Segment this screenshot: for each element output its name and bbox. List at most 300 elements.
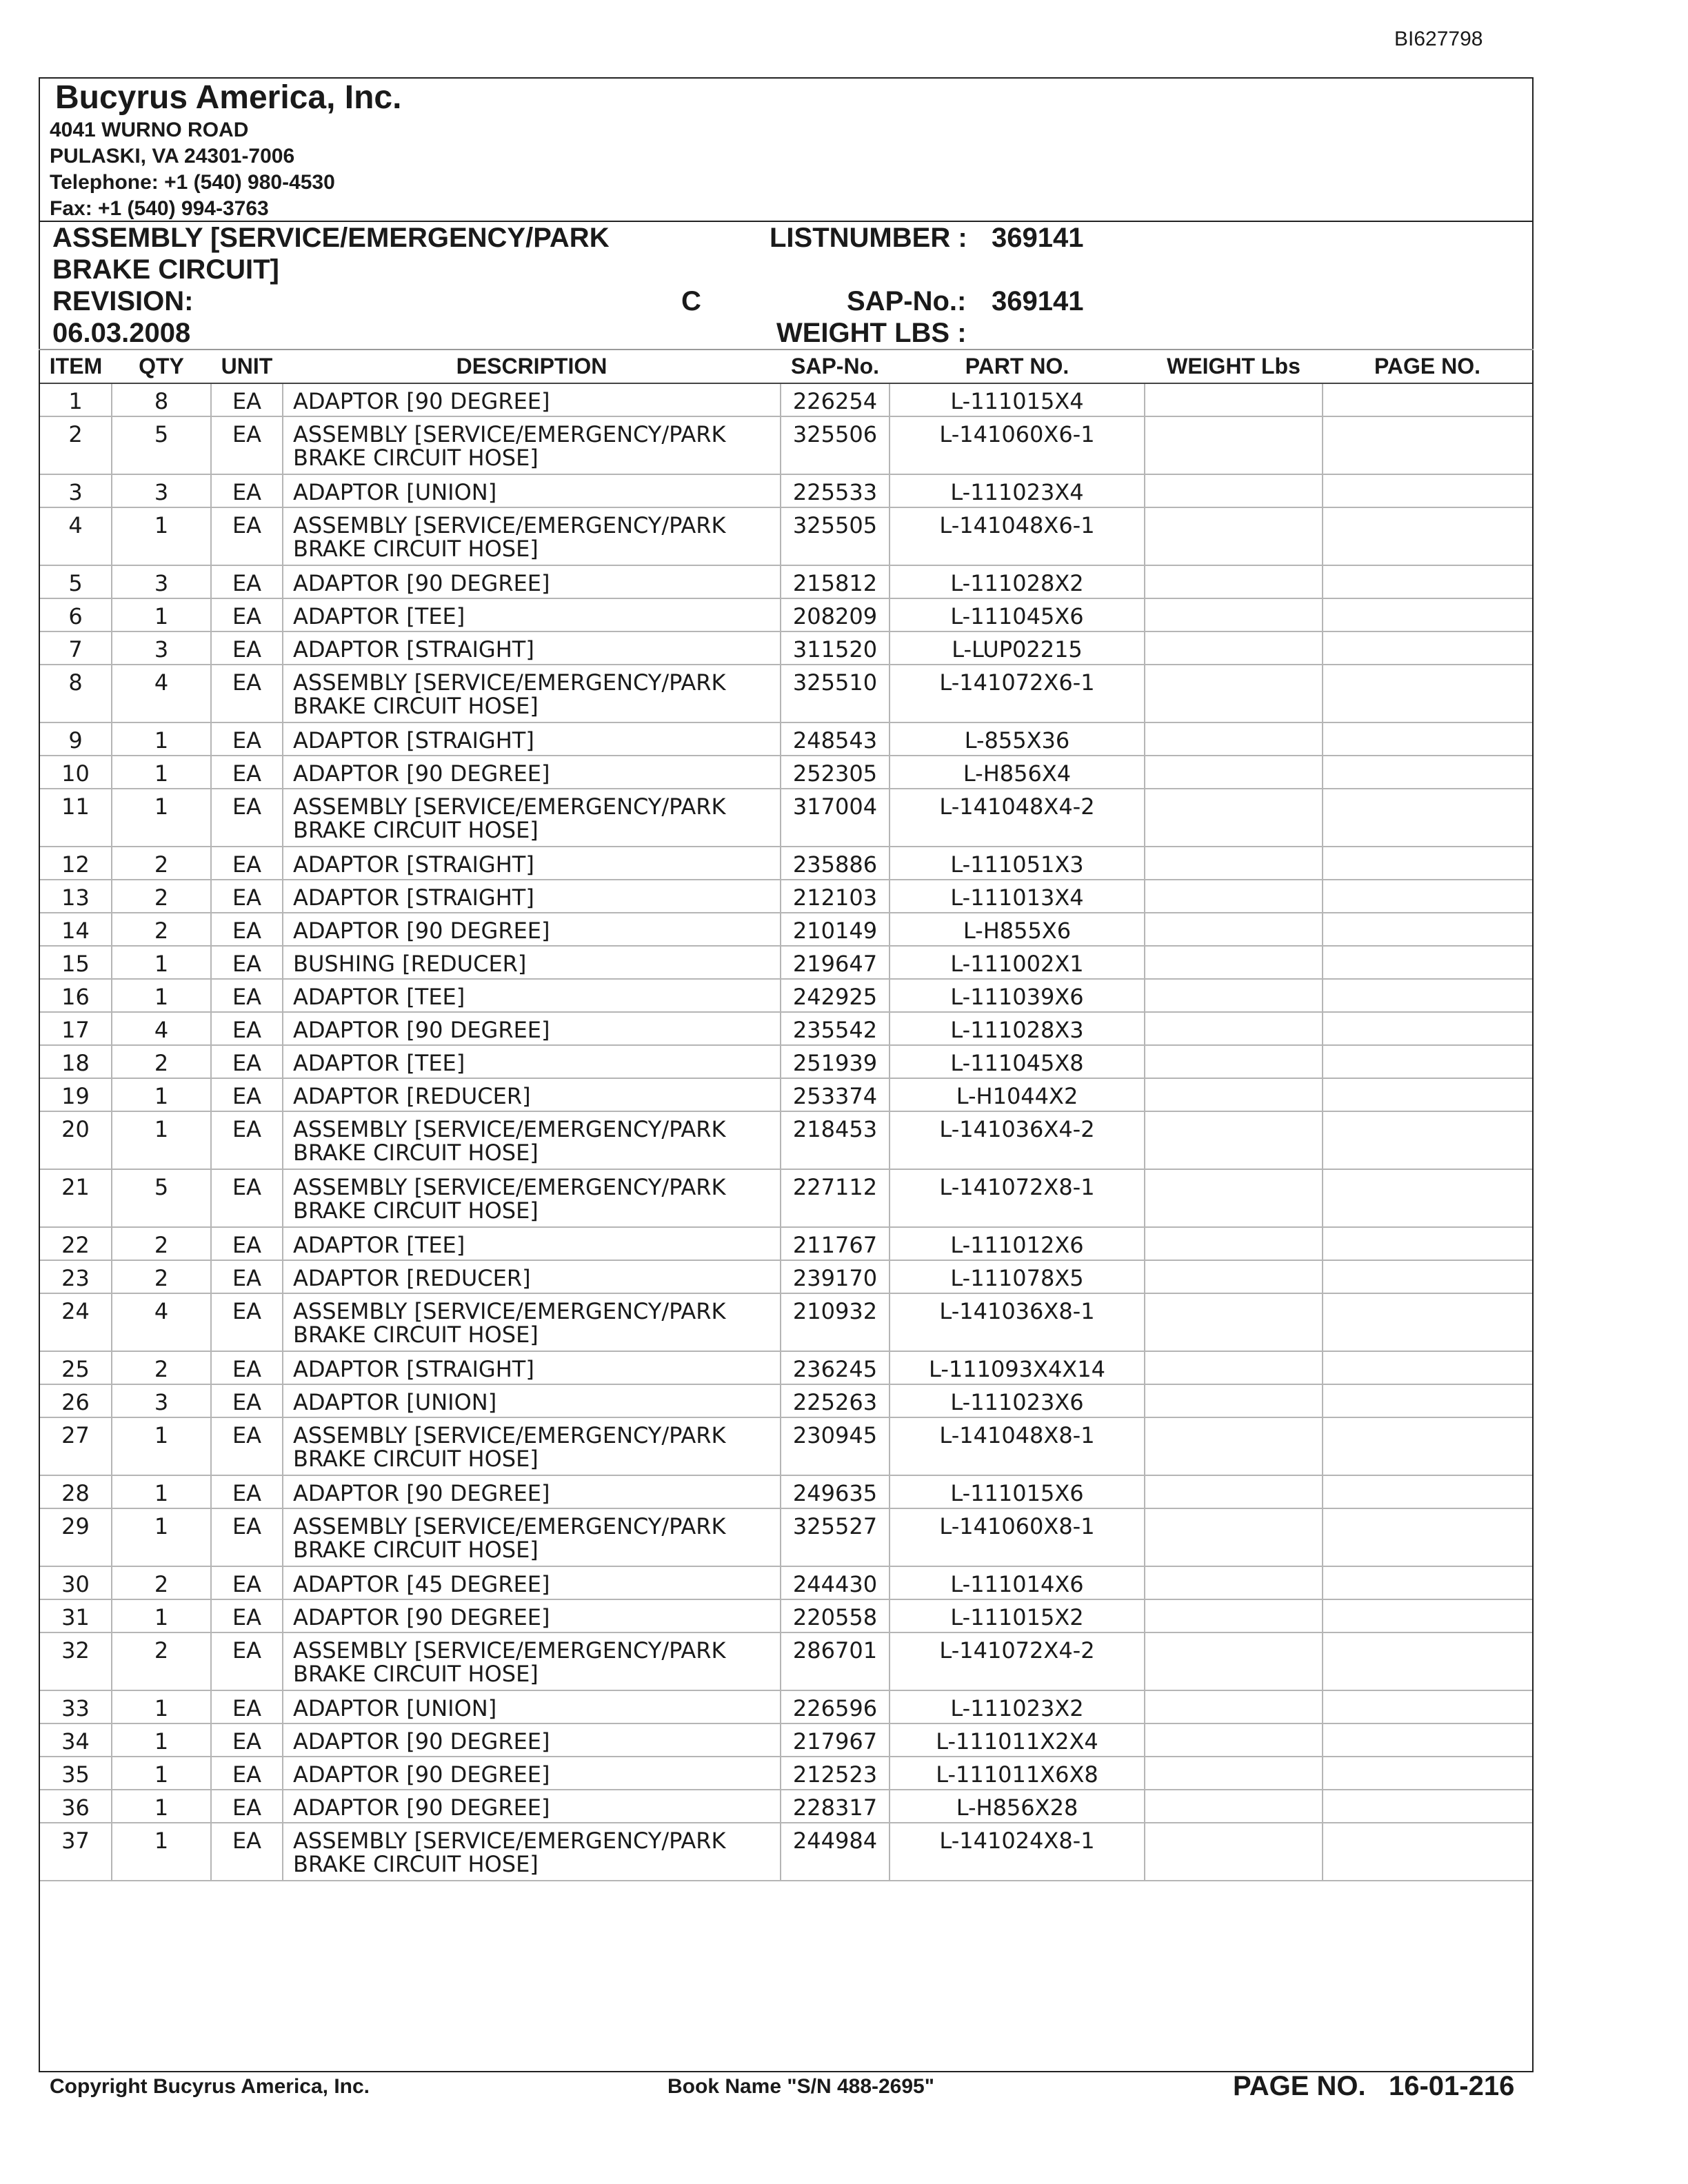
- table-row: [40, 565, 1532, 598]
- document-id: BI627798: [1394, 28, 1483, 50]
- table-row: [40, 1723, 1532, 1757]
- description-line-1: ASSEMBLY [SERVICE/EMERGENCY/PARK: [293, 1422, 726, 1448]
- table-row: [40, 1790, 1532, 1823]
- cell-part: L-111015X6: [890, 1475, 1145, 1508]
- cell-page: [1323, 507, 1532, 565]
- copyright: Copyright Bucyrus America, Inc.: [50, 2075, 370, 2098]
- cell-part: L-855X36: [890, 722, 1145, 756]
- cell-sap: 286701: [781, 1632, 890, 1690]
- cell-weight: [1145, 598, 1323, 631]
- table-row: [40, 880, 1532, 913]
- cell-qty: 1: [112, 979, 211, 1012]
- page-number: [1233, 2071, 1514, 2102]
- cell-page: [1323, 665, 1532, 722]
- description-line-1: ASSEMBLY [SERVICE/EMERGENCY/PARK: [293, 1174, 726, 1200]
- cell-description: [283, 880, 781, 913]
- cell-part: L-H1044X2: [890, 1078, 1145, 1111]
- cell-description: [283, 1508, 781, 1566]
- cell-unit: EA: [211, 1227, 283, 1260]
- cell-item: 13: [40, 880, 112, 913]
- table-row: [40, 1260, 1532, 1293]
- cell-item: 7: [40, 631, 112, 665]
- cell-part: L-111051X3: [890, 847, 1145, 880]
- cell-sap: 244984: [781, 1823, 890, 1881]
- cell-qty: 2: [112, 1260, 211, 1293]
- table-row: [40, 913, 1532, 946]
- cell-weight: [1145, 979, 1323, 1012]
- cell-unit: EA: [211, 1293, 283, 1351]
- cell-unit: EA: [211, 1599, 283, 1632]
- description-line-2: BRAKE CIRCUIT HOSE]: [293, 1197, 539, 1224]
- company-name: Bucyrus America, Inc.: [55, 79, 402, 116]
- cell-sap: 236245: [781, 1351, 890, 1384]
- col-part-header: PART NO.: [890, 350, 1145, 383]
- cell-page: [1323, 913, 1532, 946]
- description-line-2: BRAKE CIRCUIT HOSE]: [293, 536, 539, 562]
- col-qty-header: QTY: [112, 350, 211, 383]
- cell-part: L-111093X4X14: [890, 1351, 1145, 1384]
- cell-weight: [1145, 1078, 1323, 1111]
- company-city: PULASKI, VA 24301-7006: [50, 145, 295, 168]
- cell-part: L-111023X2: [890, 1690, 1145, 1723]
- table-row: [40, 1475, 1532, 1508]
- description-line-1: BUSHING [REDUCER]: [293, 951, 527, 977]
- cell-sap: 211767: [781, 1227, 890, 1260]
- description-line-1: ADAPTOR [TEE]: [293, 1050, 465, 1076]
- cell-item: 22: [40, 1227, 112, 1260]
- description-line-1: ASSEMBLY [SERVICE/EMERGENCY/PARK: [293, 1116, 726, 1142]
- description-line-1: ADAPTOR [90 DEGREE]: [293, 918, 550, 944]
- cell-item: 24: [40, 1293, 112, 1351]
- cell-item: 5: [40, 565, 112, 598]
- cell-part: L-141036X8-1: [890, 1293, 1145, 1351]
- description-line-1: ADAPTOR [90 DEGREE]: [293, 1017, 550, 1043]
- cell-unit: EA: [211, 383, 283, 416]
- table-row: [40, 722, 1532, 756]
- description-line-2: BRAKE CIRCUIT HOSE]: [293, 1851, 539, 1877]
- cell-page: [1323, 1566, 1532, 1599]
- cell-part: L-111015X4: [890, 383, 1145, 416]
- cell-sap: 253374: [781, 1078, 890, 1111]
- cell-weight: [1145, 565, 1323, 598]
- weight-label: WEIGHT LBS :: [776, 318, 967, 348]
- cell-qty: 1: [112, 756, 211, 789]
- cell-sap: 225263: [781, 1384, 890, 1417]
- cell-item: 4: [40, 507, 112, 565]
- cell-weight: [1145, 507, 1323, 565]
- description-line-1: ADAPTOR [REDUCER]: [293, 1265, 531, 1291]
- cell-unit: EA: [211, 565, 283, 598]
- table-row: [40, 1508, 1532, 1566]
- cell-description: [283, 1227, 781, 1260]
- cell-item: 12: [40, 847, 112, 880]
- cell-page: [1323, 722, 1532, 756]
- table-row: [40, 979, 1532, 1012]
- description-line-1: ADAPTOR [90 DEGREE]: [293, 1728, 550, 1755]
- cell-qty: 2: [112, 913, 211, 946]
- cell-qty: 1: [112, 1508, 211, 1566]
- cell-sap: 242925: [781, 979, 890, 1012]
- cell-part: L-141060X6-1: [890, 416, 1145, 474]
- cell-item: 8: [40, 665, 112, 722]
- table-row: [40, 598, 1532, 631]
- description-line-1: ADAPTOR [STRAIGHT]: [293, 851, 534, 878]
- cell-sap: 325510: [781, 665, 890, 722]
- cell-description: [283, 979, 781, 1012]
- cell-item: 6: [40, 598, 112, 631]
- cell-unit: EA: [211, 1260, 283, 1293]
- description-line-2: BRAKE CIRCUIT HOSE]: [293, 1661, 539, 1687]
- cell-item: 21: [40, 1169, 112, 1227]
- table-row: [40, 631, 1532, 665]
- cell-unit: EA: [211, 598, 283, 631]
- cell-weight: [1145, 416, 1323, 474]
- assembly-title-line2: BRAKE CIRCUIT]: [52, 254, 279, 285]
- cell-description: [283, 507, 781, 565]
- description-line-1: ADAPTOR [90 DEGREE]: [293, 388, 550, 414]
- cell-weight: [1145, 847, 1323, 880]
- cell-sap: 235886: [781, 847, 890, 880]
- cell-description: [283, 946, 781, 979]
- cell-qty: 1: [112, 1723, 211, 1757]
- cell-unit: EA: [211, 847, 283, 880]
- cell-part: L-111011X2X4: [890, 1723, 1145, 1757]
- cell-description: [283, 565, 781, 598]
- cell-item: 18: [40, 1045, 112, 1078]
- cell-qty: 1: [112, 598, 211, 631]
- cell-page: [1323, 1417, 1532, 1475]
- description-line-2: BRAKE CIRCUIT HOSE]: [293, 817, 539, 843]
- cell-part: L-111045X8: [890, 1045, 1145, 1078]
- cell-description: [283, 1384, 781, 1417]
- cell-page: [1323, 979, 1532, 1012]
- cell-item: 25: [40, 1351, 112, 1384]
- cell-description: [283, 1111, 781, 1169]
- description-line-2: BRAKE CIRCUIT HOSE]: [293, 693, 539, 719]
- cell-item: 19: [40, 1078, 112, 1111]
- cell-description: [283, 1723, 781, 1757]
- cell-weight: [1145, 1293, 1323, 1351]
- cell-description: [283, 1632, 781, 1690]
- cell-qty: 5: [112, 1169, 211, 1227]
- cell-page: [1323, 1723, 1532, 1757]
- table-row: [40, 946, 1532, 979]
- cell-description: [283, 665, 781, 722]
- cell-unit: EA: [211, 1078, 283, 1111]
- cell-part: L-111028X3: [890, 1012, 1145, 1045]
- company-fax: Fax: +1 (540) 994-3763: [50, 197, 269, 220]
- cell-description: [283, 1790, 781, 1823]
- cell-page: [1323, 789, 1532, 847]
- cell-item: 31: [40, 1599, 112, 1632]
- description-line-2: BRAKE CIRCUIT HOSE]: [293, 445, 539, 471]
- cell-unit: EA: [211, 789, 283, 847]
- cell-unit: EA: [211, 880, 283, 913]
- cell-weight: [1145, 1508, 1323, 1566]
- cell-sap: 249635: [781, 1475, 890, 1508]
- book-name: Book Name "S/N 488-2695": [667, 2075, 934, 2098]
- cell-part: L-141060X8-1: [890, 1508, 1145, 1566]
- cell-description: [283, 789, 781, 847]
- cell-item: 33: [40, 1690, 112, 1723]
- cell-sap: 251939: [781, 1045, 890, 1078]
- cell-page: [1323, 1111, 1532, 1169]
- cell-sap: 212103: [781, 880, 890, 913]
- cell-description: [283, 1475, 781, 1508]
- cell-weight: [1145, 1169, 1323, 1227]
- cell-qty: 1: [112, 1790, 211, 1823]
- cell-qty: 3: [112, 565, 211, 598]
- description-line-1: ASSEMBLY [SERVICE/EMERGENCY/PARK: [293, 1513, 726, 1539]
- cell-weight: [1145, 1227, 1323, 1260]
- cell-unit: EA: [211, 1111, 283, 1169]
- cell-description: [283, 1351, 781, 1384]
- cell-part: L-111012X6: [890, 1227, 1145, 1260]
- cell-unit: EA: [211, 507, 283, 565]
- cell-page: [1323, 1475, 1532, 1508]
- cell-description: [283, 1045, 781, 1078]
- cell-part: L-111013X4: [890, 880, 1145, 913]
- cell-unit: EA: [211, 1384, 283, 1417]
- cell-unit: EA: [211, 1045, 283, 1078]
- cell-page: [1323, 1078, 1532, 1111]
- description-line-1: ADAPTOR [90 DEGREE]: [293, 1604, 550, 1630]
- cell-item: 1: [40, 383, 112, 416]
- cell-item: 37: [40, 1823, 112, 1881]
- cell-page: [1323, 1012, 1532, 1045]
- cell-part: L-LUP02215: [890, 631, 1145, 665]
- cell-unit: EA: [211, 979, 283, 1012]
- cell-description: [283, 722, 781, 756]
- cell-part: L-111011X6X8: [890, 1757, 1145, 1790]
- cell-sap: 252305: [781, 756, 890, 789]
- table-row: [40, 665, 1532, 722]
- cell-qty: 1: [112, 1417, 211, 1475]
- cell-page: [1323, 1790, 1532, 1823]
- cell-qty: 4: [112, 1012, 211, 1045]
- cell-qty: 1: [112, 1823, 211, 1881]
- cell-weight: [1145, 1012, 1323, 1045]
- cell-part: L-141072X8-1: [890, 1169, 1145, 1227]
- cell-sap: 218453: [781, 1111, 890, 1169]
- cell-qty: 8: [112, 383, 211, 416]
- cell-sap: 311520: [781, 631, 890, 665]
- cell-sap: 210149: [781, 913, 890, 946]
- table-row: [40, 1351, 1532, 1384]
- cell-description: [283, 756, 781, 789]
- cell-part: L-111045X6: [890, 598, 1145, 631]
- table-row: [40, 1599, 1532, 1632]
- cell-description: [283, 383, 781, 416]
- cell-description: [283, 1078, 781, 1111]
- cell-sap: 228317: [781, 1790, 890, 1823]
- description-line-1: ADAPTOR [STRAIGHT]: [293, 636, 534, 663]
- description-line-1: ADAPTOR [STRAIGHT]: [293, 884, 534, 911]
- cell-weight: [1145, 946, 1323, 979]
- cell-qty: 2: [112, 1566, 211, 1599]
- cell-unit: EA: [211, 1169, 283, 1227]
- sap-number-value: 369141: [992, 286, 1084, 316]
- table-row: [40, 789, 1532, 847]
- cell-page: [1323, 1384, 1532, 1417]
- cell-qty: 2: [112, 880, 211, 913]
- description-line-1: ADAPTOR [90 DEGREE]: [293, 570, 550, 596]
- cell-item: 30: [40, 1566, 112, 1599]
- cell-page: [1323, 1227, 1532, 1260]
- cell-qty: 1: [112, 1078, 211, 1111]
- cell-sap: 244430: [781, 1566, 890, 1599]
- cell-weight: [1145, 913, 1323, 946]
- page-number-value: 16-01-216: [1388, 2071, 1515, 2101]
- cell-qty: 3: [112, 474, 211, 507]
- cell-weight: [1145, 1045, 1323, 1078]
- cell-weight: [1145, 1823, 1323, 1881]
- cell-unit: EA: [211, 722, 283, 756]
- cell-qty: 2: [112, 1351, 211, 1384]
- cell-sap: 248543: [781, 722, 890, 756]
- cell-sap: 227112: [781, 1169, 890, 1227]
- cell-description: [283, 1566, 781, 1599]
- cell-weight: [1145, 789, 1323, 847]
- description-line-1: ADAPTOR [90 DEGREE]: [293, 1761, 550, 1788]
- company-block: [55, 77, 401, 119]
- company-telephone: Telephone: +1 (540) 980-4530: [50, 171, 335, 194]
- cell-weight: [1145, 756, 1323, 789]
- cell-item: 32: [40, 1632, 112, 1690]
- cell-qty: 1: [112, 1690, 211, 1723]
- table-row: [40, 1169, 1532, 1227]
- cell-part: L-141036X4-2: [890, 1111, 1145, 1169]
- assembly-title-line1: ASSEMBLY [SERVICE/EMERGENCY/PARK: [52, 223, 610, 253]
- cell-item: 23: [40, 1260, 112, 1293]
- cell-unit: EA: [211, 665, 283, 722]
- description-line-1: ADAPTOR [90 DEGREE]: [293, 1794, 550, 1821]
- table-row: [40, 507, 1532, 565]
- description-line-1: ADAPTOR [UNION]: [293, 479, 497, 505]
- description-line-1: ADAPTOR [REDUCER]: [293, 1083, 531, 1109]
- cell-item: 2: [40, 416, 112, 474]
- cell-part: L-111023X6: [890, 1384, 1145, 1417]
- cell-sap: 219647: [781, 946, 890, 979]
- cell-unit: EA: [211, 946, 283, 979]
- cell-item: 20: [40, 1111, 112, 1169]
- table-row: [40, 1111, 1532, 1169]
- cell-description: [283, 1757, 781, 1790]
- cell-part: L-111015X2: [890, 1599, 1145, 1632]
- cell-item: 34: [40, 1723, 112, 1757]
- cell-part: L-111028X2: [890, 565, 1145, 598]
- cell-description: [283, 1599, 781, 1632]
- cell-page: [1323, 474, 1532, 507]
- cell-unit: EA: [211, 1723, 283, 1757]
- cell-qty: 4: [112, 1293, 211, 1351]
- table-row: [40, 1227, 1532, 1260]
- cell-item: 9: [40, 722, 112, 756]
- cell-weight: [1145, 474, 1323, 507]
- revision-label: REVISION:: [52, 286, 194, 316]
- listnumber-label: LISTNUMBER :: [770, 223, 967, 253]
- cell-part: L-H855X6: [890, 913, 1145, 946]
- revision-date: 06.03.2008: [52, 318, 191, 348]
- col-weight-header: WEIGHT Lbs: [1145, 350, 1323, 383]
- cell-weight: [1145, 1351, 1323, 1384]
- cell-page: [1323, 1599, 1532, 1632]
- cell-item: 10: [40, 756, 112, 789]
- description-line-1: ASSEMBLY [SERVICE/EMERGENCY/PARK: [293, 669, 726, 696]
- table-row: [40, 1632, 1532, 1690]
- cell-unit: EA: [211, 474, 283, 507]
- table-row: [40, 1045, 1532, 1078]
- cell-page: [1323, 1508, 1532, 1566]
- cell-weight: [1145, 383, 1323, 416]
- description-line-2: BRAKE CIRCUIT HOSE]: [293, 1537, 539, 1563]
- description-line-1: ADAPTOR [TEE]: [293, 603, 465, 629]
- cell-unit: EA: [211, 1012, 283, 1045]
- cell-item: 16: [40, 979, 112, 1012]
- cell-sap: 317004: [781, 789, 890, 847]
- cell-sap: 226254: [781, 383, 890, 416]
- cell-qty: 2: [112, 1045, 211, 1078]
- cell-page: [1323, 383, 1532, 416]
- cell-part: L-111023X4: [890, 474, 1145, 507]
- cell-weight: [1145, 1111, 1323, 1169]
- cell-item: 11: [40, 789, 112, 847]
- cell-page: [1323, 1823, 1532, 1881]
- cell-item: 15: [40, 946, 112, 979]
- cell-weight: [1145, 1384, 1323, 1417]
- cell-description: [283, 1690, 781, 1723]
- cell-page: [1323, 1293, 1532, 1351]
- cell-description: [283, 1293, 781, 1351]
- cell-weight: [1145, 1566, 1323, 1599]
- cell-description: [283, 1169, 781, 1227]
- cell-part: L-H856X28: [890, 1790, 1145, 1823]
- cell-page: [1323, 946, 1532, 979]
- cell-weight: [1145, 1690, 1323, 1723]
- cell-unit: EA: [211, 1690, 283, 1723]
- cell-sap: 217967: [781, 1723, 890, 1757]
- cell-unit: EA: [211, 1508, 283, 1566]
- cell-page: [1323, 598, 1532, 631]
- company-street: 4041 WURNO ROAD: [50, 119, 249, 141]
- cell-sap: 208209: [781, 598, 890, 631]
- description-line-2: BRAKE CIRCUIT HOSE]: [293, 1446, 539, 1472]
- cell-qty: 3: [112, 631, 211, 665]
- cell-part: L-141072X6-1: [890, 665, 1145, 722]
- cell-part: L-141048X6-1: [890, 507, 1145, 565]
- cell-qty: 1: [112, 1599, 211, 1632]
- cell-description: [283, 913, 781, 946]
- col-unit-header: UNIT: [211, 350, 283, 383]
- col-item-header: ITEM: [40, 350, 112, 383]
- cell-page: [1323, 847, 1532, 880]
- cell-qty: 2: [112, 1227, 211, 1260]
- cell-qty: 2: [112, 847, 211, 880]
- cell-weight: [1145, 1475, 1323, 1508]
- parts-table: [40, 350, 1532, 1881]
- description-line-1: ADAPTOR [90 DEGREE]: [293, 760, 550, 787]
- cell-qty: 1: [112, 1111, 211, 1169]
- cell-qty: 1: [112, 1757, 211, 1790]
- cell-page: [1323, 1045, 1532, 1078]
- cell-sap: 325506: [781, 416, 890, 474]
- cell-weight: [1145, 1417, 1323, 1475]
- description-line-1: ADAPTOR [STRAIGHT]: [293, 1356, 534, 1382]
- table-header-row: [40, 350, 1532, 383]
- cell-description: [283, 1260, 781, 1293]
- table-row: [40, 383, 1532, 416]
- table-row: [40, 1078, 1532, 1111]
